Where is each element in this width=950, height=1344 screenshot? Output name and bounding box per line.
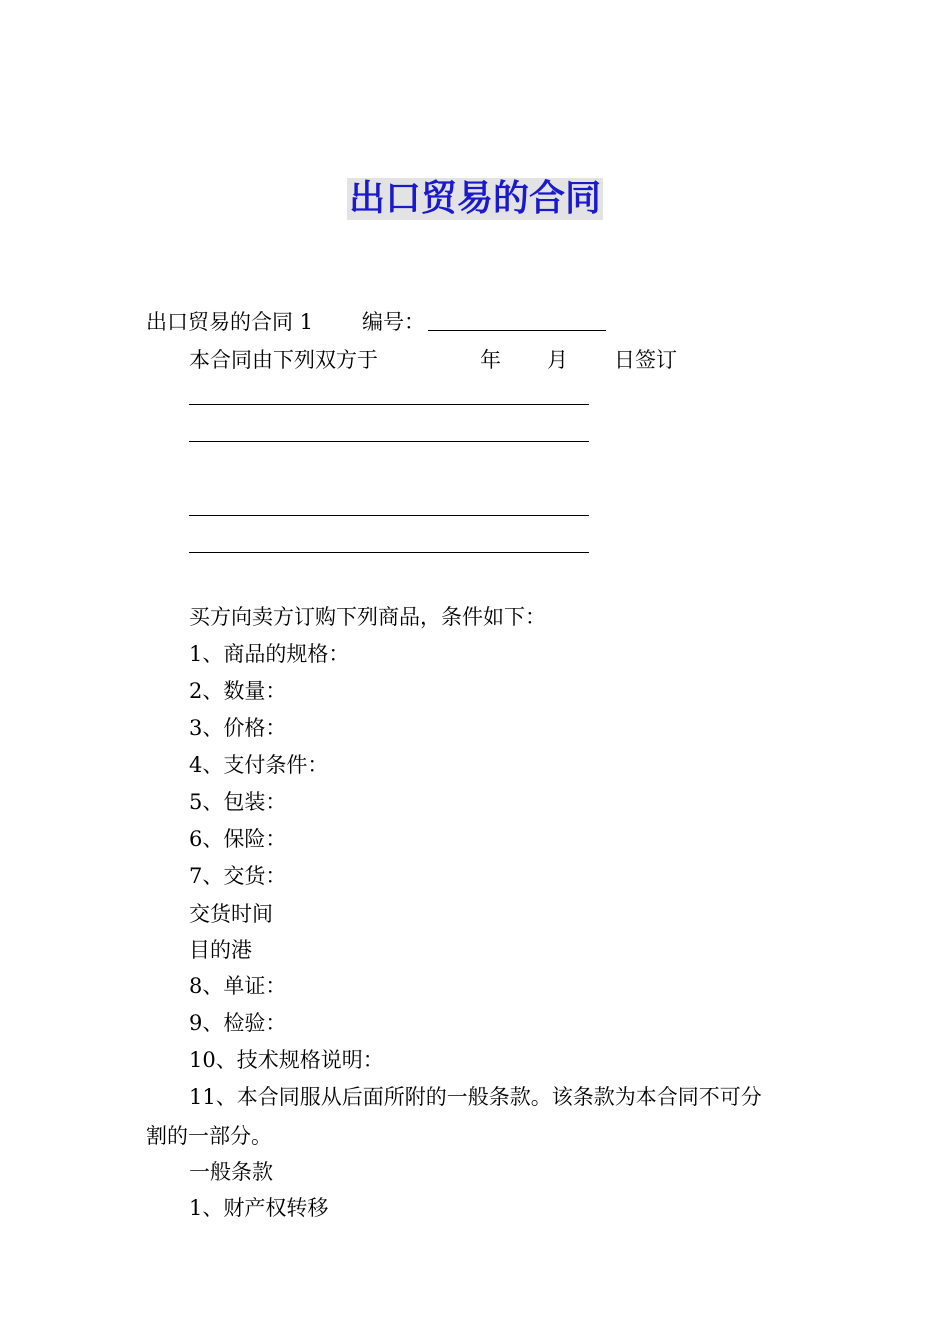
term-item: 3、价格： [189, 716, 287, 740]
delivery-time: 交货时间 [189, 902, 273, 926]
term-item: 7、交货： [189, 864, 287, 888]
term-item: 5、包装： [189, 790, 287, 814]
general-terms-heading: 一般条款 [189, 1160, 273, 1184]
document-title-wrap [0, 178, 950, 220]
party-blank-line [189, 552, 589, 553]
party-blank-line [189, 404, 589, 405]
contract-label: 出口贸易的合同 1 [146, 310, 314, 334]
delivery-port: 目的港 [189, 938, 252, 962]
signing-year: 年 [480, 348, 501, 372]
clause-11-line2: 割的一部分。 [146, 1124, 272, 1148]
general-terms-item: 1、财产权转移 [189, 1196, 329, 1220]
contract-number-blank [428, 330, 606, 331]
party-blank-line [189, 515, 589, 516]
term-item: 4、支付条件： [189, 753, 329, 777]
term-item: 8、单证： [189, 974, 287, 998]
document-title: 出口贸易的合同 [348, 178, 601, 219]
signing-day: 日签订 [614, 348, 677, 372]
signing-month: 月 [547, 348, 568, 372]
term-item: 9、检验： [189, 1011, 287, 1035]
term-item: 1、商品的规格： [189, 642, 350, 666]
term-item: 10、技术规格说明： [189, 1048, 384, 1072]
contract-number-label: 编号： [362, 310, 425, 334]
purchase-intro: 买方向卖方订购下列商品，条件如下： [189, 605, 546, 629]
clause-11-line1: 11、本合同服从后面所附的一般条款。该条款为本合同不可分 [189, 1085, 762, 1109]
party-blank-line [189, 441, 589, 442]
term-item: 6、保险： [189, 827, 287, 851]
signing-intro: 本合同由下列双方于 [189, 348, 378, 372]
term-item: 2、数量： [189, 679, 287, 703]
